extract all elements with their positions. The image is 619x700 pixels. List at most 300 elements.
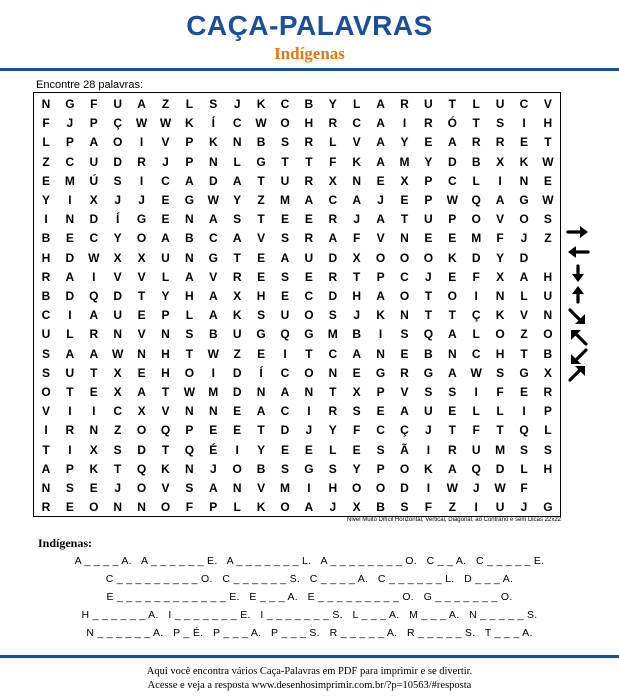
grid-letter: A [65, 269, 75, 284]
grid-letter: E [233, 423, 242, 438]
grid-letter: S [113, 442, 122, 457]
grid-letter: O [399, 289, 410, 303]
grid-letter: P [424, 173, 433, 188]
grid-letter: N [137, 500, 146, 515]
grid-letter: R [41, 269, 51, 284]
grid-letter: T [114, 461, 122, 476]
grid-letter: Í [116, 212, 120, 227]
grid-letter: I [139, 135, 144, 150]
grid-letter: A [447, 327, 457, 342]
grid-letter: E [448, 269, 457, 284]
grid-letter: T [424, 289, 433, 303]
grid-letter: F [353, 231, 361, 246]
grid-letter: D [471, 250, 481, 265]
grid-letter: U [424, 404, 433, 419]
grid-letter: I [522, 116, 526, 131]
grid-letter: B [376, 500, 385, 515]
grid-letter: R [65, 423, 75, 438]
grid-letter: S [113, 173, 122, 188]
grid-letter: I [283, 346, 287, 361]
grid-letter: E [448, 404, 457, 419]
grid-letter: H [185, 289, 194, 303]
grid-letter: D [495, 461, 505, 476]
grid-letter: Z [161, 97, 170, 111]
grid-letter: O [184, 365, 195, 380]
grid-letter: E [209, 423, 218, 438]
grid-letter: A [41, 461, 51, 476]
grid-letter: T [257, 212, 265, 227]
grid-letter: É [209, 442, 218, 457]
clue-line: A _ _ _ _ A. A _ _ _ _ _ _ E. A _ _ _ _ _ _ _ L. A _ _ _ _ _ _ _ _ O. C _ _ A. C _ _ _ _ _ E. [74, 555, 545, 567]
grid-letter: R [137, 154, 146, 169]
grid-letter: O [375, 481, 386, 495]
grid-letter: O [495, 327, 505, 342]
grid-letter: P [376, 269, 385, 284]
direction-arrows [566, 224, 590, 384]
grid-letter: V [352, 135, 361, 150]
down-right-arrow-icon [570, 310, 585, 324]
grid-letter: N [232, 481, 242, 495]
grid-letter: W [446, 193, 458, 207]
grid-letter: I [426, 442, 431, 457]
grid-letter: N [185, 212, 194, 227]
grid-letter: S [543, 442, 552, 457]
grid-letter: Q [136, 461, 147, 476]
grid-letter: A [65, 346, 75, 361]
grid-letter: B [185, 231, 194, 246]
grid-letter: I [474, 289, 478, 303]
grid-letter: V [161, 404, 170, 419]
grid-letter: O [280, 500, 290, 515]
grid-letter: Q [519, 423, 529, 438]
grid-letter: R [328, 212, 338, 227]
grid-letter: N [185, 250, 194, 265]
grid-letter: C [447, 173, 457, 188]
grid-letter: T [305, 154, 313, 169]
grid-letter: N [400, 231, 409, 246]
grid-letter: X [137, 404, 146, 419]
grid-letter: O [136, 481, 147, 495]
grid-letter: U [65, 365, 75, 380]
grid-letter: I [68, 404, 72, 419]
grid-letter: T [281, 154, 289, 169]
grid-letter: E [161, 193, 170, 207]
grid-letter: S [543, 212, 552, 227]
grid-letter: N [352, 173, 362, 188]
grid-row [34, 132, 559, 153]
grid-letter: T [66, 385, 74, 399]
grid-letter: W [112, 346, 124, 361]
grid-letter: N [185, 404, 194, 419]
grid-row [34, 152, 559, 173]
grid-letter: G [65, 97, 75, 111]
grid-letter: A [304, 193, 314, 207]
up-right-arrow-icon [570, 366, 585, 380]
grid-letter: S [257, 308, 266, 323]
grid-letter: A [519, 269, 529, 284]
clue-line: N _ _ _ _ _ _ A. P _ É. P _ _ _ A. P _ _ _ S. R _ _ _ _ _ A. R _ _ _ _ _ S. T _ _ _ A. [86, 627, 533, 639]
grid-letter: F [496, 385, 504, 399]
grid-letter: L [233, 154, 241, 169]
grid-letter: Q [280, 327, 290, 342]
grid-letter: C [113, 404, 123, 419]
footer-line-1: Aqui você encontra vários Caça-Palavras em PDF para imprimir e se divertir. [146, 666, 473, 677]
grid-letter: N [65, 212, 75, 227]
grid-row [34, 363, 559, 384]
grid-letter: G [136, 212, 147, 227]
grid-letter: X [496, 269, 505, 284]
grid-letter: T [233, 250, 241, 265]
grid-letter: H [352, 289, 362, 303]
page-title: CAÇA-PALAVRAS [186, 10, 433, 41]
grid-note: Nível Muito Difícil Horizontal, Vertical, Diagonal, ao Contrário e sem Dicas 22x22 [346, 517, 561, 523]
grid-letter: E [280, 212, 289, 227]
grid-letter: O [232, 461, 242, 476]
grid-letter: G [375, 365, 386, 380]
grid-letter: C [376, 423, 385, 438]
grid-letter: P [65, 461, 74, 476]
grid-letter: I [498, 173, 502, 188]
grid-letter: B [256, 461, 266, 476]
grid-letter: Í [211, 116, 215, 131]
grid-letter: Z [257, 193, 265, 207]
grid-letter: K [376, 308, 385, 323]
grid-letter: F [42, 116, 50, 131]
grid-letter: I [474, 500, 478, 515]
grid-letter: B [208, 327, 218, 342]
grid-letter: A [376, 212, 385, 227]
grid-letter: U [161, 250, 170, 265]
grid-row [34, 171, 559, 192]
grid-letter: Q [471, 461, 481, 476]
grid-letter: V [257, 231, 266, 246]
grid-letter: V [400, 385, 409, 399]
grid-letter: M [327, 327, 338, 342]
grid-letter: H [256, 289, 266, 303]
grid-letter: R [495, 135, 505, 150]
grid-letter: I [68, 193, 72, 207]
grid-letter: L [233, 500, 241, 515]
grid-letter: R [400, 365, 409, 380]
grid-letter: A [89, 308, 99, 323]
grid-letter: O [136, 231, 147, 246]
grid-letter: N [161, 327, 170, 342]
grid-letter: Y [161, 289, 170, 303]
grid-letter: O [113, 135, 123, 150]
grid-row [34, 286, 559, 307]
grid-letter: Q [160, 423, 171, 438]
grid-letter: P [543, 404, 552, 419]
grid-letter: I [68, 442, 72, 457]
grid-letter: W [542, 193, 554, 207]
grid-letter: S [209, 97, 218, 111]
grid-letter: A [89, 346, 99, 361]
grid-letter: M [495, 442, 506, 457]
grid-letter: E [257, 269, 266, 284]
grid-letter: T [353, 269, 361, 284]
grid-letter: S [280, 269, 289, 284]
grid-letter: A [376, 135, 385, 150]
grid-letter: A [495, 193, 505, 207]
grid-letter: D [65, 250, 75, 265]
grid-letter: A [376, 289, 385, 303]
grid-letter: F [424, 500, 433, 515]
grid-letter: C [519, 97, 529, 111]
grid-letter: F [496, 231, 504, 246]
grid-letter: Z [520, 327, 528, 342]
grid-letter: B [304, 97, 314, 111]
grid-letter: N [519, 173, 529, 188]
grid-letter: X [113, 385, 122, 399]
grid-letter: C [41, 308, 51, 323]
grid-letter: C [208, 231, 218, 246]
grid-letter: D [519, 250, 529, 265]
grid-letter: A [280, 250, 290, 265]
grid-letter: L [66, 327, 74, 342]
grid-letter: Q [423, 327, 434, 342]
grid-letter: V [137, 327, 146, 342]
grid-letter: P [376, 461, 385, 476]
grid-letter: Y [41, 193, 50, 207]
left-arrow-icon [568, 246, 588, 258]
grid-letter: Ã [400, 442, 409, 457]
grid-letter: M [399, 154, 410, 169]
grid-letter: B [41, 289, 51, 303]
grid-letter: L [544, 423, 552, 438]
grid-letter: U [113, 308, 123, 323]
grid-letter: I [522, 404, 526, 419]
grid-letter: V [41, 404, 50, 419]
grid-letter: P [448, 212, 457, 227]
grid-letter: S [328, 308, 337, 323]
grid-letter: A [256, 404, 266, 419]
grid-letter: K [495, 308, 505, 323]
grid-letter: R [447, 442, 457, 457]
grid-letter: D [447, 154, 457, 169]
grid-letter: I [307, 404, 311, 419]
grid-letter: P [89, 116, 98, 131]
grid-letter: U [280, 308, 290, 323]
grid-letter: O [519, 212, 529, 227]
grid-letter: T [257, 173, 265, 188]
grid-letter: U [424, 212, 433, 227]
grid-letter: Z [448, 500, 456, 515]
grid-letter: O [447, 289, 457, 303]
grid-letter: R [41, 500, 51, 515]
grid-letter: P [424, 193, 433, 207]
grid-letter: B [424, 346, 433, 361]
grid-row [34, 440, 559, 461]
grid-letter: K [256, 97, 266, 111]
down-left-arrow-icon [571, 350, 586, 364]
grid-letter: S [185, 481, 194, 495]
grid-letter: D [400, 481, 409, 495]
grid-letter: U [304, 250, 314, 265]
grid-letter: H [161, 365, 170, 380]
grid-letter: S [233, 212, 242, 227]
grid-letter: W [207, 193, 219, 207]
grid-letter: A [400, 404, 409, 419]
grid-letter: C [400, 269, 409, 284]
grid-letter: F [472, 269, 480, 284]
grid-letter: O [160, 500, 171, 515]
grid-letter: P [185, 154, 194, 169]
grid-letter: L [472, 404, 480, 419]
grid-letter: D [328, 289, 338, 303]
grid-letter: O [41, 385, 51, 399]
grid-letter: A [208, 481, 218, 495]
grid-letter: A [137, 97, 146, 111]
grid-letter: N [41, 481, 51, 495]
grid-letter: Y [424, 154, 433, 169]
grid-letter: C [352, 116, 362, 131]
grid-letter: N [400, 308, 409, 323]
grid-letter: C [328, 193, 338, 207]
grid-letter: P [185, 423, 194, 438]
grid-letter: K [352, 154, 362, 169]
grid-letter: F [329, 154, 337, 169]
grid-letter: F [353, 423, 361, 438]
grid-letter: T [520, 346, 528, 361]
grid-letter: S [41, 346, 50, 361]
grid-row [34, 190, 559, 211]
grid-letter: X [496, 154, 505, 169]
grid-letter: N [304, 385, 314, 399]
grid-letter: D [208, 173, 218, 188]
grid-letter: A [447, 135, 457, 150]
grid-letter: X [113, 365, 122, 380]
grid-letter: U [113, 97, 123, 111]
grid-letter: K [424, 461, 433, 476]
grid-letter: G [208, 250, 218, 265]
up-left-arrow-icon [571, 330, 586, 344]
grid-letter: T [544, 135, 552, 150]
grid-letter: J [425, 269, 432, 284]
grid-letter: A [304, 500, 314, 515]
grid-letter: O [399, 461, 410, 476]
grid-letter: U [232, 327, 242, 342]
grid-letter: E [161, 212, 170, 227]
grid-letter: A [137, 385, 146, 399]
grid-row [34, 420, 559, 441]
grid-letter: E [400, 346, 409, 361]
grid-letter: E [137, 365, 146, 380]
grid-letter: X [137, 250, 146, 265]
grid-letter: N [328, 365, 338, 380]
grid-letter: Y [400, 135, 409, 150]
grid-letter: E [519, 385, 528, 399]
grid-letter: A [447, 461, 457, 476]
grid-letter: O [352, 481, 362, 495]
clue-line: C _ _ _ _ _ _ _ _ _ O. C _ _ _ _ _ _ S. C _ _ _ _ A. C _ _ _ _ _ _ L. D _ _ _ A. [105, 573, 514, 585]
grid-letter: C [328, 346, 338, 361]
grid-letter: S [400, 500, 409, 515]
grid-letter: V [519, 308, 528, 323]
grid-letter: U [424, 97, 433, 111]
grid-letter: I [139, 173, 144, 188]
grid-letter: A [232, 231, 242, 246]
grid-letter: W [207, 346, 219, 361]
grid-letter: I [235, 442, 239, 457]
grid-letter: U [471, 442, 481, 457]
grid-letter: X [328, 173, 337, 188]
grid-letter: A [376, 97, 385, 111]
grid-letter: M [64, 173, 75, 188]
grid-letter: P [161, 308, 170, 323]
grid-letter: H [304, 116, 314, 131]
word-search-grid [33, 92, 561, 517]
grid-letter: B [256, 135, 266, 150]
footer-line-2: Acesse e veja a resposta www.desenhosimprimir.com.br/?p=10563/#resposta [147, 680, 472, 691]
grid-letter: G [519, 365, 529, 380]
grid-letter: S [41, 365, 50, 380]
grid-letter: W [135, 116, 148, 131]
grid-letter: T [137, 289, 146, 303]
grid-letter: N [208, 154, 218, 169]
grid-letter: B [471, 154, 481, 169]
grid-letter: T [448, 97, 456, 111]
grid-letter: A [447, 365, 457, 380]
grid-letter: U [543, 289, 553, 303]
grid-row [34, 382, 559, 403]
grid-letter: N [447, 346, 457, 361]
grid-letter: Q [184, 442, 195, 457]
grid-letter: J [162, 154, 169, 169]
grid-letter: Y [328, 423, 337, 438]
grid-letter: X [400, 173, 409, 188]
grid-letter: E [352, 365, 361, 380]
grid-letter: A [161, 231, 170, 246]
grid-letter: E [233, 404, 242, 419]
grid-letter: W [88, 250, 100, 265]
grid-letter: U [495, 500, 505, 515]
grid-letter: A [89, 135, 99, 150]
grid-letter: V [257, 481, 266, 495]
grid-letter: L [185, 97, 194, 111]
grid-letter: A [352, 346, 362, 361]
grid-letter: S [352, 404, 361, 419]
grid-letter: G [256, 154, 266, 169]
grid-letter: L [520, 289, 528, 303]
grid-letter: Ó [447, 116, 457, 131]
grid-letter: A [208, 289, 218, 303]
grid-letter: Í [259, 365, 263, 380]
down-arrow-icon [572, 266, 584, 282]
grid-letter: G [519, 193, 529, 207]
grid-letter: E [448, 231, 457, 246]
grid-letter: E [352, 442, 361, 457]
grid-letter: X [233, 289, 242, 303]
grid-letter: D [89, 212, 99, 227]
grid-letter: T [448, 308, 456, 323]
grid-letter: G [543, 500, 553, 515]
grid-letter: R [543, 385, 553, 399]
grid-letter: T [400, 212, 409, 227]
grid-letter: D [328, 250, 338, 265]
grid-letter: I [92, 404, 96, 419]
grid-letter: E [543, 173, 552, 188]
grid-letter: J [66, 116, 74, 131]
grid-letter: O [304, 365, 314, 380]
grid-letter: J [114, 193, 122, 207]
grid-letter: E [137, 308, 146, 323]
grid-letter: F [520, 481, 528, 495]
grid-letter: H [543, 461, 553, 476]
grid-row [34, 248, 559, 269]
grid-letter: A [232, 173, 242, 188]
grid-letter: R [424, 116, 433, 131]
grid-letter: N [113, 327, 123, 342]
